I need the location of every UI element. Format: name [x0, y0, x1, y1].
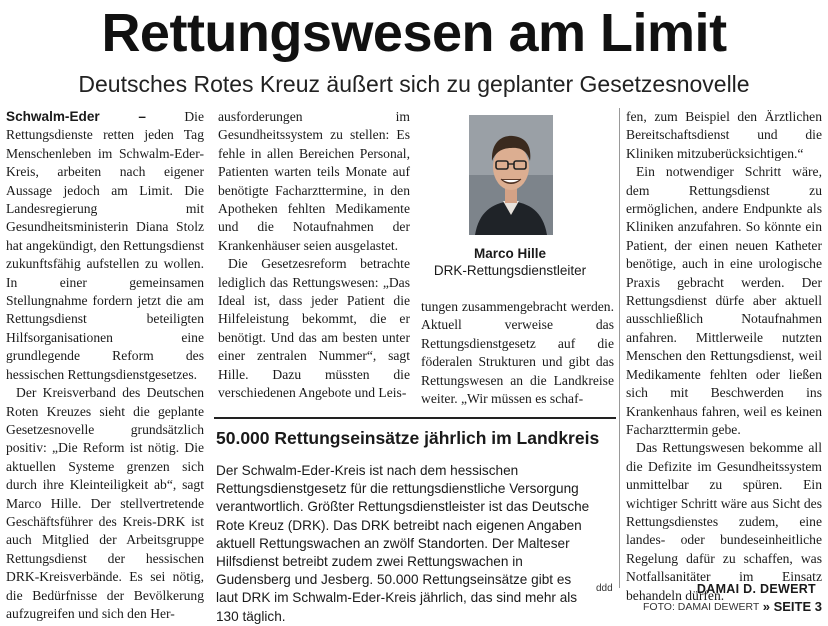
photo-caption-role: DRK-Rettungsdienstleiter	[433, 263, 587, 278]
photo-caption-name: Marco Hille	[473, 246, 547, 261]
article-column-1	[6, 108, 204, 621]
headline: Rettungswesen am Limit	[101, 3, 727, 63]
article-column-4	[626, 108, 822, 605]
paragraph: Der Kreisverband des Deutschen Roten Kreuzes sieht die geplante Gesetzesnovelle grundsätzlich positiv: „Die Reform ist nötig. Die aktuellen Systeme grenzen sich durch ihre Kleinteiligkeit ab“, sagt Marco Hille. Der stellvertretende Geschäftsführer des Kreis-DRK ist auch Mitglied der Arbeitsgruppe Rettungsdienst der hessischen DRK-Kreisverbände. Es sei nötig, die Bedürfnisse der Bevölkerung aufzugreifen und sich den Her-	[6, 385, 204, 621]
paragraph: Ein notwendiger Schritt wäre, dem Rettungsdienst zu ermöglichen, andere Endpunkte als Kliniken anzufahren. So könnte ein Patient, der einen neuen Katheter benötige, auch in eine urologische Praxis gebracht werden. Der Rettungsdienst dürfe aber aktuell ausschließlich Notaufnahmen anfahren. Mittlerweile nutzten Menschen den Rettungsdienst, weil Medikamente fehlten oder ließen sich mit Beschwerden ins Krankenhaus fahren, weil es keinen Facharzttermin gebe.	[626, 164, 822, 437]
paragraph: Das Rettungswesen bekomme all die Defizite im Gesundheitssystem unmittelbar zu spüren. Ein wichtiger Schritt wäre aus Sicht des Rettungsdienstes zudem, eine landes- oder bundeseinheitliche Regelung dafür zu schaffen, was Notfallsanitäter im Einsatz behandeln dürfen.	[626, 440, 822, 603]
paragraph: fen, zum Beispiel den Ärztlichen Bereitschaftsdienst und die Kliniken mitzuberücksichtigen.“	[626, 109, 822, 161]
page-reference-link[interactable]: » SEITE 3	[762, 599, 822, 614]
portrait-image	[469, 115, 553, 235]
portrait-photo	[469, 115, 553, 235]
article-column-3	[421, 298, 614, 408]
column-divider	[619, 108, 620, 588]
article-column-2	[218, 108, 410, 403]
paragraph: tungen zusammengebracht werden. Aktuell verweise das Rettungsdienstgesetz auf die föderalen Strukturen und gibt das Rettungswesen an die Landkreise weiter. „Wir müssen es schaf-	[421, 299, 614, 407]
paragraph	[6, 108, 204, 384]
dateline: Schwalm-Eder –	[6, 109, 146, 124]
paragraph-text: Die Rettungsdienste retten jeden Tag Menschenleben im Schwalm-Eder-Kreis, arbeiten nach eigener Aussage jedoch am Limit. Die Landesregierung mit Gesundheitsministerin Diana Stolz hat angekündigt, den Rettungsdienst zukunftsfähig aufstellen zu wollen. In einer gemeinsamen Stellungnahme fordern jetzt die am Rettungsdienst beteiligten Hilfsorganisationen eine grundlegende Reform des hessischen Rettungsdienstgesetzes.	[6, 109, 204, 382]
infobox-title: 50.000 Rettungseinsätze jährlich im Landkreis	[216, 428, 600, 448]
paragraph: Die Gesetzesreform betrachte lediglich das Rettungswesen: „Das Ideal ist, dass jeder Patient die Hilfeleistung bekommt, die er benötigt. Und das am besten unter einer zentralen Nummer“, sagt Hille. Dazu müssten die verschiedenen Angebote und Leis-	[218, 256, 410, 401]
infobox-tag: ddd	[596, 583, 613, 594]
author-byline: DAMAI D. DEWERT	[696, 582, 816, 596]
infobox-body: Der Schwalm-Eder-Kreis ist nach dem hessischen Rettungsdienstgesetz für die rettungsdienstliche Versorgung verantwortlich. Größter Rettungsdienstleister ist das Deutsche Rote Kreuz (DRK). Das DRK betreibt nach eigenen Angaben aktuell Rettungswachen an zwölf Standorten. Der Malteser Hilfsdienst betreibt zudem zwei Rettungswachen in Gudensberg und Jesberg. 50.000 Rettungseinsätze gibt es laut DRK im Schwalm-Eder-Kreis jährlich, das sind mehr als 130 täglich.	[216, 463, 590, 624]
paragraph: ausforderungen im Gesundheitssystem zu stellen: Es fehle in allen Bereichen Personal, Patienten warten teils Monate auf benötigte Facharzttermine, in den Apotheken fehlten Medikamente und die Notaufnahmen der Krankenhäuser seien ausgelastet.	[218, 109, 410, 253]
photo-credit: FOTO: DAMAI DEWERT	[643, 601, 760, 613]
subheadline: Deutsches Rotes Kreuz äußert sich zu geplanter Gesetzesnovelle	[78, 71, 750, 97]
infobox-rule	[214, 417, 616, 419]
